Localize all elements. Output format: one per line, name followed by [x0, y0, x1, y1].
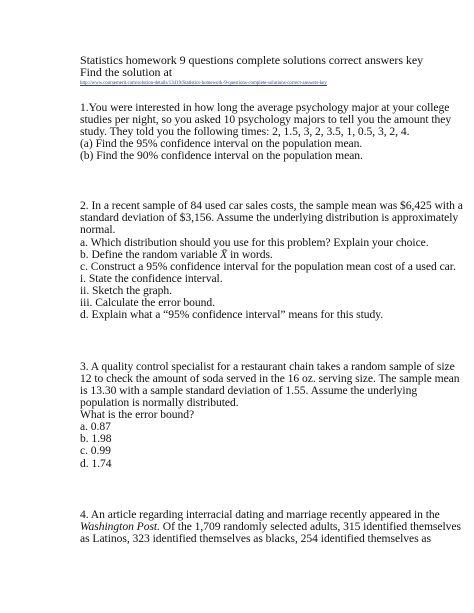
- q2-part-c-iii: iii. Calculate the error bound.: [80, 296, 215, 309]
- q2-part-c-i: i. State the confidence interval.: [80, 272, 223, 285]
- q2-part-c: c. Construct a 95% confidence interval for the population mean cost of a used car.: [80, 260, 456, 273]
- q3-option-b: b. 1.98: [80, 432, 112, 445]
- q4-line-1: 4. An article regarding interracial dating and marriage recently appeared in the: [80, 508, 440, 521]
- q3-question: What is the error bound?: [80, 408, 195, 421]
- random-variable-symbol: X̄: [220, 248, 228, 261]
- q3-line-2: 12 to check the amount of soda served in the 16 oz. serving size. The sample mean: [80, 372, 460, 385]
- q2-part-c-ii: ii. Sketch the graph.: [80, 284, 173, 297]
- q1-line-3: study. They told you the following times: 2, 1.5, 3, 2, 3.5, 1, 0.5, 3, 2, 4.: [80, 125, 410, 138]
- q3-line-3: is 13.30 with a sample standard deviation of 1.55. Assume the underlying: [80, 384, 418, 397]
- q2-part-a: a. Which distribution should you use for this problem? Explain your choice.: [80, 236, 429, 249]
- q1-part-a: (a) Find the 95% confidence interval on the population mean.: [80, 137, 363, 150]
- q1-line-1: 1.You were interested in how long the average psychology major at your college: [80, 101, 450, 114]
- q3-option-a: a. 0.87: [80, 420, 111, 433]
- publication-name: Washington Post.: [80, 520, 160, 533]
- solution-link[interactable]: http://www.coursemerit.com/solution-details/13419/Statistics-homework-9-questions-complete-solutions-correct-answers-key: [80, 81, 327, 86]
- q4-line-2-text: Of the 1,709 randomly selected adults, 315 identified themselves: [162, 520, 461, 533]
- q2-line-3: normal.: [80, 223, 116, 236]
- q1-line-2: studies per night, so you asked 10 psychology majors to tell you the amount they: [80, 113, 452, 126]
- document-subtitle: Find the solution at: [80, 65, 173, 79]
- q2-line-1: 2. In a recent sample of 84 used car sales costs, the sample mean was $6,425 with a: [80, 199, 463, 212]
- document-title: Statistics homework 9 questions complete solutions correct answers key: [80, 53, 424, 67]
- q2-line-2: standard deviation of $3,156. Assume the underlying distribution is approximately: [80, 211, 459, 224]
- q3-option-c: c. 0.99: [80, 444, 111, 457]
- q3-line-1: 3. A quality control specialist for a restaurant chain takes a random sample of size: [80, 360, 455, 373]
- q3-line-4: population is normally distributed.: [80, 396, 239, 409]
- q3-option-d: d. 1.74: [80, 457, 112, 470]
- q2-part-b-text: b. Define the random variable: [80, 248, 218, 261]
- q1-part-b: (b) Find the 90% confidence interval on the population mean.: [80, 149, 363, 162]
- q2-part-d: d. Explain what a “95% confidence interval” means for this study.: [80, 308, 384, 321]
- q2-part-b-tail: in words.: [230, 248, 273, 261]
- q4-line-3: as Latinos, 323 identified themselves as blacks, 254 identified themselves as: [80, 532, 431, 545]
